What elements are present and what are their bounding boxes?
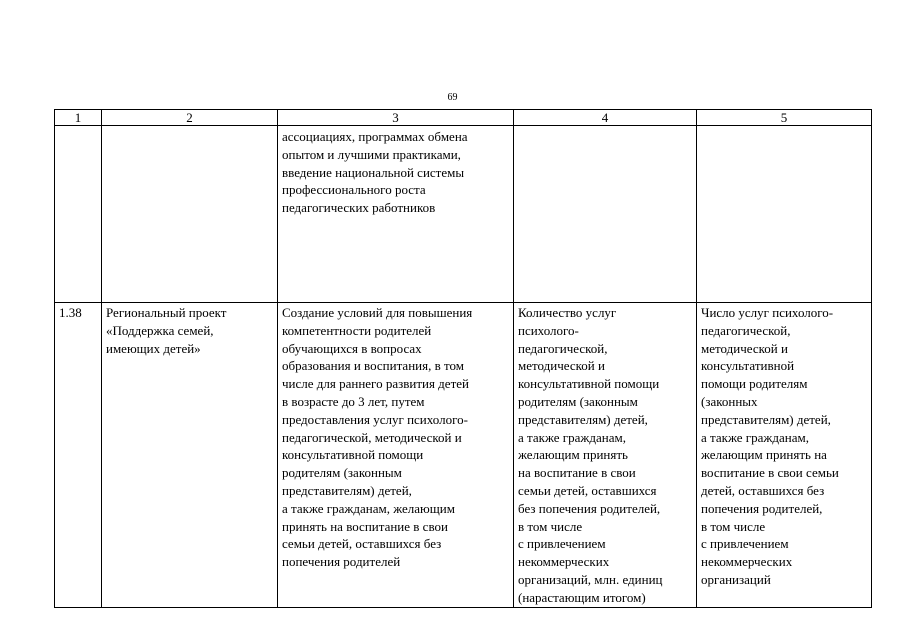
table-header-row: [55, 110, 872, 126]
target-cell: Число услуг психолого- педагогической, методической и консультативной помощи родителям (законных представителям) детей, а также гражданам, желающим принять на воспитание в свои семьи детей, оставшихся без попечения родителей, в том числе с привлечением некоммерческих организаций: [697, 303, 872, 608]
table-row-1-38: [55, 303, 872, 608]
column-header-3: 3: [278, 110, 514, 126]
indicator-cell: [514, 126, 697, 303]
row-number-cell: 1.38: [55, 303, 102, 608]
table-row-continuation: [55, 126, 872, 303]
indicators-table: [54, 109, 872, 608]
row-number-cell: [55, 126, 102, 303]
column-header-4: 4: [514, 110, 697, 126]
column-header-1: 1: [55, 110, 102, 126]
project-name-cell: [102, 126, 278, 303]
column-header-5: 5: [697, 110, 872, 126]
description-cell: ассоциациях, программах обмена опытом и лучшими практиками, введение национальной системы профессионального роста педагогических работников: [278, 126, 514, 303]
column-header-2: 2: [102, 110, 278, 126]
target-cell: [697, 126, 872, 303]
project-name-cell: Региональный проект «Поддержка семей, имеющих детей»: [102, 303, 278, 608]
description-cell: Создание условий для повышения компетентности родителей обучающихся в вопросах образования и воспитания, в том числе для раннего развития детей в возрасте до 3 лет, путем предоставления услуг психолого- педагогической, методической и консультативной помощи родителям (законным представителям) детей, а также гражданам, желающим принять на воспитание в свои семьи детей, оставшихся без попечения родителей: [278, 303, 514, 608]
indicator-cell: Количество услуг психолого- педагогической, методической и консультативной помощи родителям (законным представителям) детей, а также гражданам, желающим принять на воспитание в свои семьи детей, оставшихся без попечения родителей, в том числе с привлечением некоммерческих организаций, млн. единиц (нарастающим итогом): [514, 303, 697, 608]
page-number: 69: [447, 92, 458, 103]
